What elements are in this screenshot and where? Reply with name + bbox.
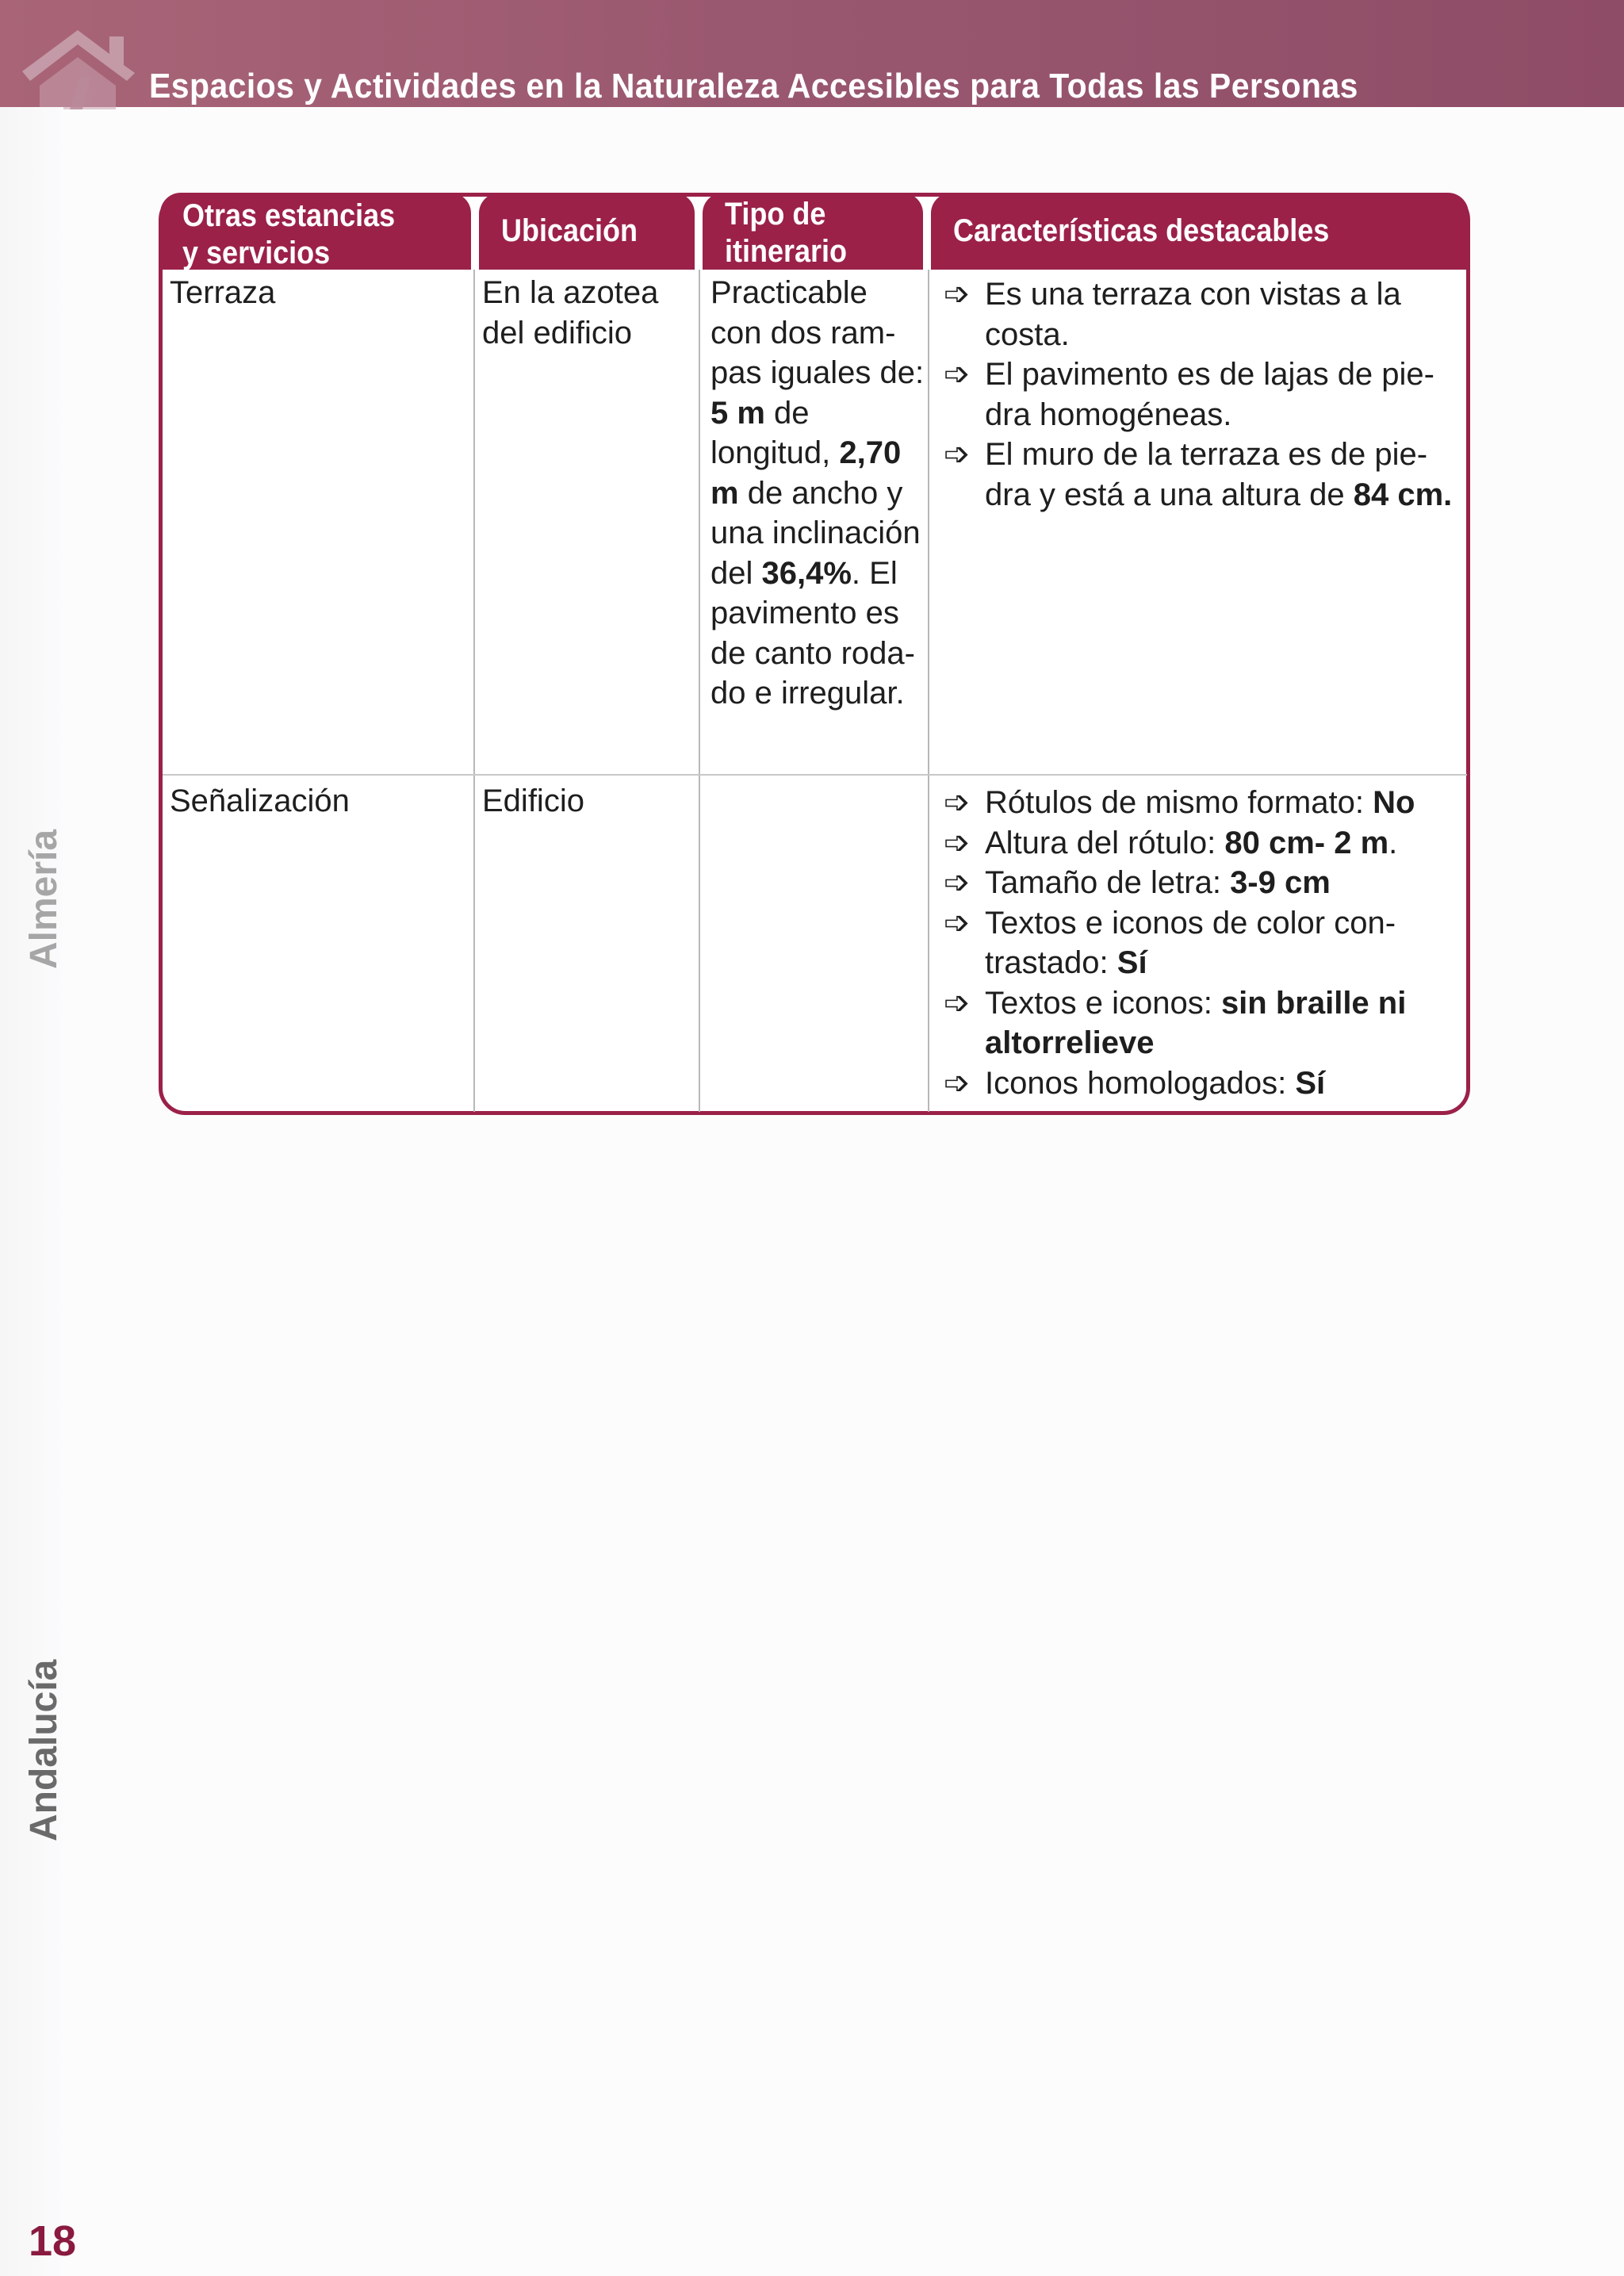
bold-value: Sí [1295, 1065, 1326, 1101]
text-run: El muro de la terraza es de pie-dra y está a una altura de [985, 437, 1428, 512]
table-header-caracteristicas [931, 193, 1469, 270]
bold-value: sin braille ni altorrelieve [985, 985, 1407, 1060]
text-run: Rótulos de mismo formato: [985, 785, 1373, 820]
bold-value: 84 cm. [1353, 477, 1453, 512]
row-divider [163, 774, 1467, 776]
text-run: de longitud, [710, 395, 840, 470]
text-run: Es una terraza con vistas a la costa. [985, 277, 1401, 352]
cell-caracteristicas-terraza [944, 274, 1467, 515]
side-label-province: Almería [23, 829, 65, 969]
bold-value: 2,70 m [710, 435, 902, 511]
page-number: 18 [29, 2217, 77, 2265]
cell-caracteristicas-senalizacion [944, 783, 1467, 1103]
cell-estancia-senalizacion: Señalización [170, 784, 350, 818]
text-run: Iconos homologados: [985, 1065, 1296, 1101]
arrow-right-circle-icon: ➩ [944, 277, 971, 312]
side-label-region: Andalucía [23, 1659, 65, 1841]
text-run: . El pavimento es de canto roda-do e irregular. [710, 555, 915, 711]
feature-item [944, 983, 1467, 1063]
arrow-right-circle-icon: ➩ [944, 825, 971, 860]
feature-item [944, 274, 1467, 354]
table-header-label: Otras estancias y servicios [182, 198, 396, 270]
table-header-label: Ubicación [501, 213, 638, 248]
bold-value: Sí [1116, 945, 1147, 980]
arrow-right-circle-icon: ➩ [944, 905, 971, 941]
arrow-right-circle-icon: ➩ [944, 357, 971, 392]
feature-item [944, 435, 1467, 515]
feature-item [944, 823, 1467, 864]
header-title: Espacios y Actividades en la Naturaleza Accesibles para Todas las Personas [149, 67, 1358, 105]
cell-ubicacion-terraza: En la azotea del edificio [482, 275, 659, 351]
column-divider [473, 270, 475, 1112]
house-icon [14, 22, 141, 109]
arrow-right-circle-icon: ➩ [944, 985, 971, 1021]
text-run: Textos e iconos: [985, 985, 1221, 1021]
arrow-right-circle-icon: ➩ [944, 437, 971, 472]
cell-estancia-terraza: Terraza [170, 275, 276, 310]
feature-item [944, 354, 1467, 435]
text-run: Textos e iconos de color con-trastado: [985, 905, 1396, 980]
side-stripe [0, 107, 63, 2276]
text-run: Tamaño de letra: [985, 865, 1231, 900]
cell-itinerario-terraza [710, 273, 925, 714]
feature-item [944, 903, 1467, 983]
table-header-estancias [160, 193, 471, 270]
text-run: Practicable con dos ram-pas iguales de: [710, 275, 925, 390]
features-list [944, 783, 1467, 1103]
bold-value: 80 cm- 2 m [1224, 825, 1389, 860]
text-run: Altura del rótulo: [985, 825, 1225, 860]
table-header-label: Características destacables [953, 213, 1330, 248]
table-header-ubicacion [479, 193, 695, 270]
text-run: . [1388, 825, 1398, 860]
feature-item [944, 783, 1467, 823]
arrow-right-circle-icon: ➩ [944, 865, 971, 900]
text-run: El pavimento es de lajas de pie-dra homogéneas. [985, 357, 1434, 432]
feature-item [944, 1063, 1467, 1104]
cell-ubicacion-senalizacion: Edificio [482, 784, 584, 818]
bold-value: 5 m [710, 395, 765, 431]
bold-value: 36,4% [761, 555, 852, 591]
column-divider [928, 270, 929, 1112]
feature-item [944, 863, 1467, 903]
column-divider [699, 270, 700, 1112]
bold-value: 3-9 cm [1230, 865, 1331, 900]
table-header-label: Tipo de itinerario [725, 197, 848, 269]
text-run: de ancho y una inclinación del [710, 475, 921, 591]
bold-value: No [1373, 785, 1415, 820]
features-list [944, 274, 1467, 515]
arrow-right-circle-icon: ➩ [944, 1065, 971, 1101]
arrow-right-circle-icon: ➩ [944, 785, 971, 820]
table-header-itinerario [703, 193, 923, 270]
